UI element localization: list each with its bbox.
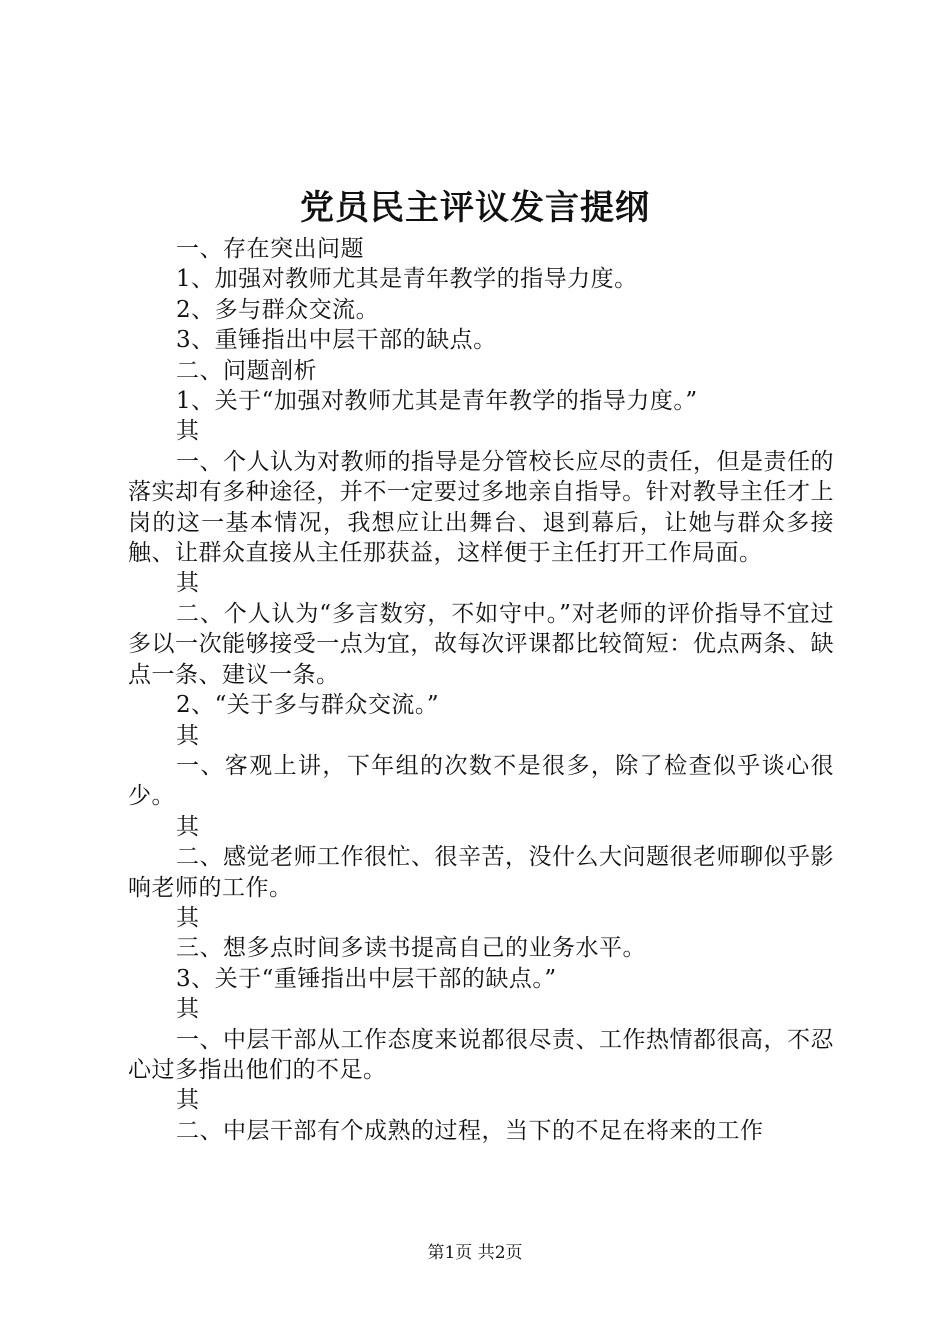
paragraph: 其 [176,418,200,445]
paragraph: 3、重锤指出中层干部的缺点。 [176,327,497,354]
paragraph: 三、想多点时间多读书提高自己的业务水平。 [176,935,646,962]
paragraph: 其 [176,813,200,840]
paragraph: 二、问题剖析 [176,357,317,384]
paragraph: 其 [176,722,200,749]
paragraph: 其 [176,570,200,597]
paragraph: 二、感觉老师工作很忙、很辛苦，没什么大问题很老师聊似乎影响老师的工作。 [128,844,834,901]
paragraph: 其 [176,996,200,1023]
paragraph: 二、个人认为“多言数穷，不如守中。”对老师的评价指导不宜过多以一次能够接受一点为宜，故每次评课都比较简短：优点两条、缺点一条、建议一条。 [128,600,834,688]
paragraph: 一、存在突出问题 [176,236,364,262]
document-title: 党员民主评议发言提纲 [300,188,650,228]
document-body [128,234,834,1146]
paragraph: 一、中层干部从工作态度来说都很尽责、工作热情都很高，不忍心过多指出他们的不足。 [128,1026,834,1083]
paragraph: 一、个人认为对教师的指导是分管校长应尽的责任，但是责任的落实却有多种途径，并不一定要过多地亲自指导。针对教导主任才上岗的这一基本情况，我想应让出舞台、退到幕后，让她与群众多接触、让群众直接从主任那获益，这样便于主任打开工作局面。 [128,448,834,567]
paragraph: 二、中层干部有个成熟的过程，当下的不足在将来的工作 [176,1117,764,1144]
paragraph: 2、多与群众交流。 [176,296,380,323]
paragraph: 1、关于“加强对教师尤其是青年教学的指导力度。” [176,388,698,415]
paragraph: 1、加强对教师尤其是青年教学的指导力度。 [176,266,638,293]
paragraph: 其 [176,904,200,931]
paragraph: 2、“关于多与群众交流。” [176,692,440,719]
paragraph: 一、客观上讲，下年组的次数不是很多，除了检查似乎谈心很少。 [128,752,834,810]
page-footer: 第1页 共2页 [427,1243,523,1263]
paragraph: 3、关于“重锤指出中层干部的缺点。” [176,965,557,992]
paragraph: 其 [176,1087,200,1114]
